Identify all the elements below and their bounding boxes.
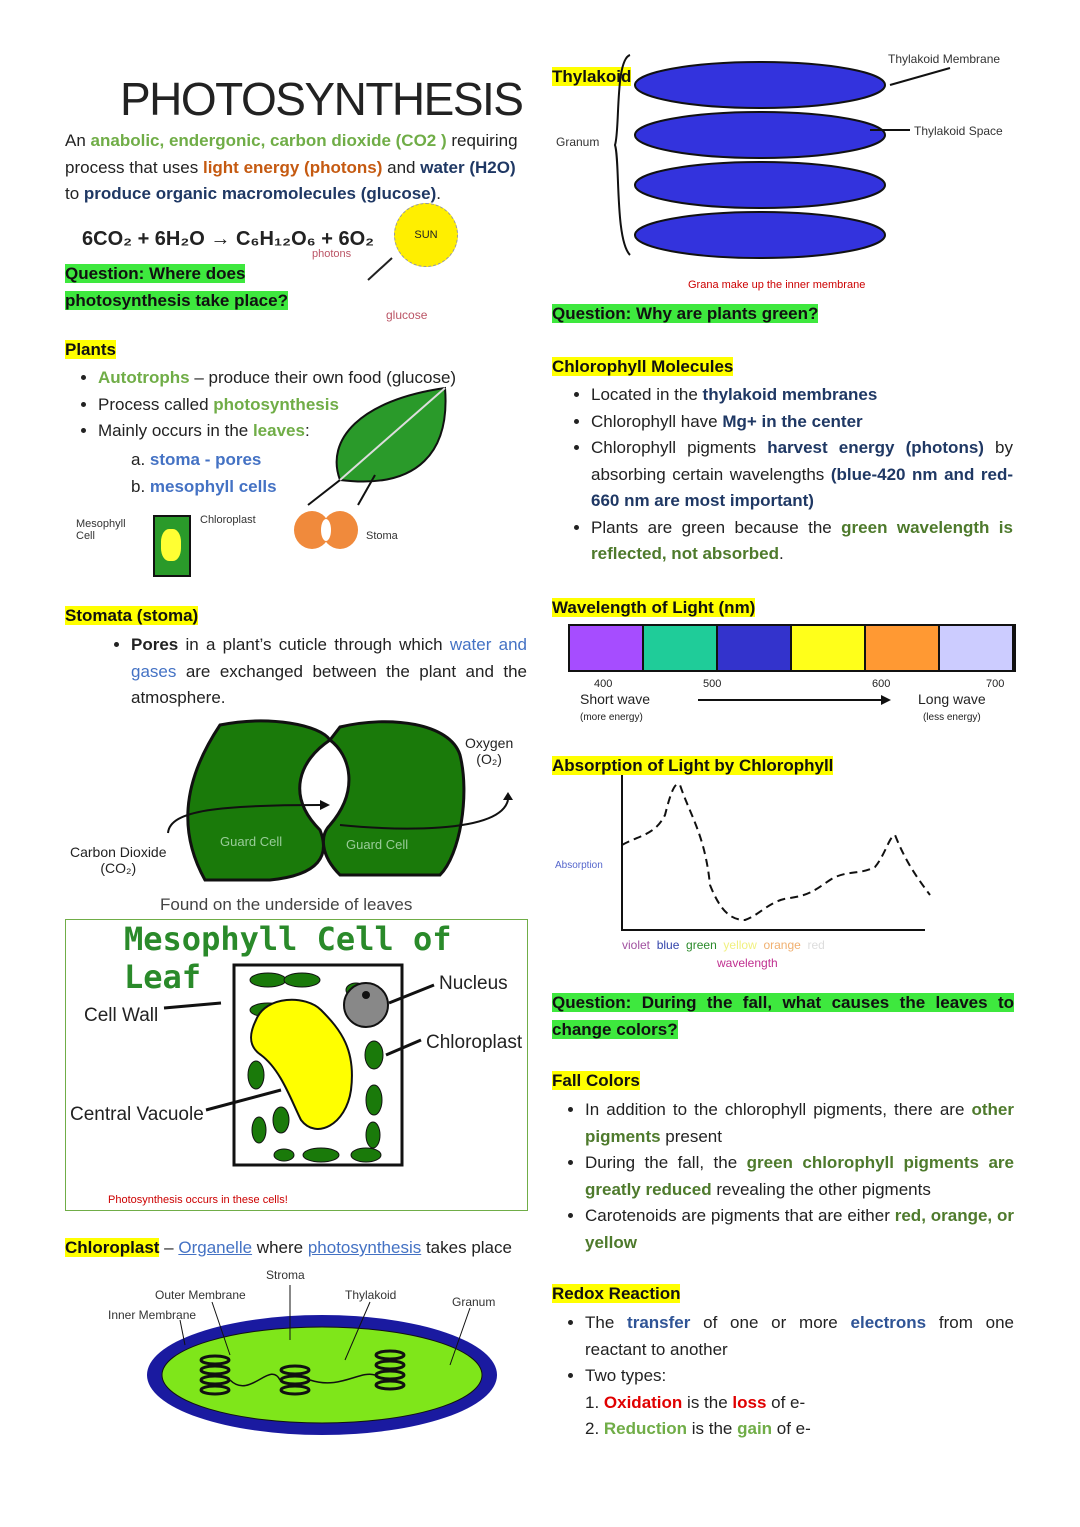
- text: to: [65, 184, 84, 203]
- text: stoma - pores: [149, 450, 262, 469]
- text: blue: [656, 938, 680, 952]
- list-item: [585, 1363, 1014, 1443]
- text: In addition to the chlorophyll pigments, there are: [585, 1100, 972, 1119]
- text: red, orange, or yellow: [585, 1206, 1014, 1252]
- text: violet: [622, 938, 651, 952]
- text: of one or more: [690, 1313, 851, 1332]
- chloroplast-label: Chloroplast: [200, 514, 256, 526]
- mesophyll-cell-diagram: [66, 920, 527, 1210]
- granum-label: Granum: [556, 135, 600, 149]
- text: Chlorophyll have: [591, 411, 723, 431]
- text: other pigments: [585, 1100, 1014, 1146]
- text: During the fall, the: [585, 1153, 747, 1172]
- text: green wavelength is reflected, not absorbed: [591, 517, 1013, 563]
- text: An: [65, 131, 91, 150]
- text: 1.: [585, 1392, 604, 1412]
- text: gain: [737, 1419, 773, 1438]
- text: is the: [682, 1392, 733, 1412]
- text: :: [304, 421, 310, 440]
- text: Two types:: [585, 1366, 667, 1385]
- text: .: [436, 184, 442, 203]
- plants-heading: [65, 340, 116, 360]
- text: green chlorophyll pigments are greatly reduced: [585, 1153, 1014, 1199]
- text: by absorbing certain wavelengths: [591, 438, 1013, 484]
- question-line: photosynthesis take place?: [65, 291, 288, 310]
- text: leaves: [252, 421, 305, 440]
- redox-list: [552, 1310, 1014, 1443]
- thylakoid-space-label: Thylakoid Space: [914, 124, 1003, 138]
- list-item: [591, 515, 1013, 568]
- text: harvest energy (photons): [767, 438, 984, 457]
- text: yellow: [723, 938, 757, 952]
- text: of e-: [772, 1419, 811, 1438]
- heading: Thylakoid: [552, 67, 632, 86]
- stomata-list: [98, 632, 527, 712]
- list-item: [585, 1203, 1014, 1256]
- text: thylakoid membranes: [702, 385, 878, 404]
- list-item: [591, 409, 1013, 436]
- heading: Plants: [65, 340, 117, 359]
- mesophyll-label: Mesophyll Cell: [76, 518, 126, 542]
- tick-label: 600: [872, 678, 891, 690]
- granum-label: Granum: [452, 1295, 496, 1309]
- question-where: [65, 260, 288, 314]
- glucose-label: glucose: [386, 308, 428, 322]
- chloroplast-line: [65, 1238, 512, 1258]
- text: Process called: [98, 394, 214, 414]
- list-item: [585, 1097, 1014, 1150]
- equation-products: C₆H₁₂O₆ + 6O₂: [235, 228, 375, 250]
- text: a.: [131, 450, 150, 469]
- text: present: [660, 1126, 722, 1146]
- mesophyll-note: Photosynthesis occurs in these cells!: [108, 1194, 288, 1206]
- text: Oxygen: [465, 735, 514, 751]
- text: (less energy): [922, 712, 981, 723]
- spectrum-band: [644, 626, 718, 670]
- text: light energy (photons): [202, 157, 383, 177]
- spectrum-band: [940, 626, 1014, 670]
- redox-heading: [552, 1284, 680, 1304]
- thylakoid-caption: Grana make up the inner membrane: [688, 279, 866, 291]
- short-wave-label: [580, 691, 650, 723]
- inner-membrane-label: Inner Membrane: [108, 1308, 197, 1322]
- color-labels: [622, 938, 825, 952]
- text: Carbon Dioxide: [70, 844, 167, 860]
- list-item: [591, 382, 1013, 409]
- sun-icon: [394, 203, 458, 267]
- text: in a plant’s cuticle through which: [178, 635, 450, 654]
- absorption-y-label: Absorption: [555, 860, 603, 871]
- text: Long wave: [918, 691, 986, 707]
- fall-list: [552, 1097, 1014, 1256]
- mesophyll-title: Mesophyll Cell of Leaf: [124, 920, 452, 996]
- spectrum-band: [866, 626, 940, 670]
- heading: Fall Colors: [552, 1071, 640, 1090]
- fall-heading: [552, 1071, 640, 1091]
- text: water and gases: [131, 635, 527, 681]
- text: Carotenoids are pigments that are either: [585, 1206, 895, 1225]
- question-line: Question: Where does: [65, 264, 246, 283]
- chlorophyll-heading: [552, 357, 733, 377]
- text: Autotrophs: [98, 368, 190, 387]
- text: (O₂): [476, 751, 502, 767]
- text: produce organic macromolecules (glucose): [83, 184, 437, 203]
- intro-paragraph: [65, 128, 530, 208]
- text: revealing the other pigments: [711, 1179, 931, 1199]
- text: requiring process that uses: [65, 131, 518, 177]
- stomata-heading: [65, 606, 198, 626]
- outer-membrane-label: Outer Membrane: [155, 1288, 246, 1302]
- text: orange: [763, 938, 801, 952]
- photons-label: photons: [312, 248, 352, 260]
- text: 2.: [585, 1419, 604, 1438]
- leaf-illustration: [300, 380, 460, 510]
- organelle-link[interactable]: Organelle: [178, 1238, 253, 1257]
- co2-label: [70, 844, 167, 876]
- stoma-label: Stoma: [366, 530, 398, 542]
- long-wave-label: [918, 691, 986, 723]
- text: b.: [131, 476, 150, 496]
- text: green: [686, 938, 717, 952]
- text: are exchanged between the plant and the atmosphere.: [131, 661, 527, 707]
- mesophyll-figure: [65, 919, 528, 1211]
- text: Plants are green because the: [591, 517, 842, 537]
- photosynthesis-link[interactable]: photosynthesis: [307, 1238, 422, 1257]
- text: Located in the: [591, 385, 703, 404]
- sun-label: SUN: [414, 229, 438, 241]
- text: red: [807, 938, 825, 952]
- page-title: PHOTOSYNTHESIS: [120, 73, 523, 125]
- absorption-x-label: wavelength: [717, 956, 778, 970]
- question-text: Question: Why are plants green?: [552, 304, 819, 323]
- question-text: Question: During the fall, what causes the leaves to change colors?: [552, 993, 1014, 1039]
- stroma-label: Stroma: [266, 1268, 305, 1282]
- central-vacuole-label: Central Vacuole: [70, 1104, 204, 1125]
- text: The: [585, 1313, 628, 1332]
- text: Mg+ in the center: [722, 411, 863, 431]
- list-item: [585, 1310, 1014, 1363]
- cell-wall-label: Cell Wall: [84, 1005, 159, 1026]
- text: – produce their own food (glucose): [189, 368, 457, 387]
- tick-label: 400: [594, 678, 613, 690]
- text: (CO₂): [100, 860, 137, 876]
- text: water (H2O): [420, 157, 516, 177]
- list-item: [585, 1150, 1014, 1203]
- text: –: [159, 1238, 179, 1257]
- heading: Absorption of Light by Chlorophyll: [552, 756, 834, 775]
- arrow: →: [210, 228, 231, 250]
- text: loss: [732, 1392, 767, 1412]
- guard-cell-label: Guard Cell: [220, 834, 283, 849]
- text: .: [778, 544, 784, 563]
- wavelength-heading: [552, 598, 755, 618]
- wavelength-spectrum: [568, 624, 1016, 672]
- question-green: [552, 304, 818, 324]
- text: takes place: [421, 1238, 512, 1257]
- list-item: [131, 632, 527, 712]
- absorption-chart: [550, 775, 950, 940]
- heading: Chloroplast: [65, 1238, 160, 1257]
- mesophyll-cell-icon: [153, 515, 191, 577]
- oxygen-label: [465, 735, 513, 767]
- tick-label: 700: [986, 678, 1005, 690]
- text: Chlorophyll pigments: [591, 438, 768, 457]
- arrow-icon: [360, 255, 400, 285]
- list-item: [591, 435, 1013, 515]
- text: from one reactant to another: [585, 1313, 1014, 1359]
- heading: Wavelength of Light (nm): [552, 598, 756, 617]
- chloroplast-label: Chloroplast: [426, 1032, 523, 1053]
- nucleus-label: Nucleus: [439, 973, 508, 994]
- text: where: [252, 1238, 308, 1257]
- heading: Redox Reaction: [552, 1284, 681, 1303]
- stomata-caption: Found on the underside of leaves: [160, 895, 413, 914]
- text: is the: [687, 1419, 738, 1438]
- thylakoid-label: Thylakoid: [345, 1288, 397, 1302]
- text: of e-: [766, 1392, 806, 1412]
- thylakoid-diagram: [600, 50, 1020, 270]
- text: anabolic, endergonic, carbon dioxide (CO2 ): [90, 131, 447, 150]
- leaf-parts: [131, 447, 277, 500]
- text: photosynthesis: [213, 394, 339, 414]
- guard-cell-label: Guard Cell: [346, 837, 409, 852]
- text: Reduction: [603, 1419, 688, 1438]
- text: and: [382, 157, 421, 177]
- question-fall: [552, 990, 1014, 1043]
- heading: Stomata (stoma): [65, 606, 199, 625]
- absorption-heading: [552, 756, 833, 776]
- text: Oxidation: [603, 1392, 683, 1412]
- tick-label: 500: [703, 678, 722, 690]
- text: mesophyll cells: [149, 476, 277, 496]
- thylakoid-membrane-label: Thylakoid Membrane: [888, 52, 1001, 66]
- text: Pores: [131, 635, 179, 654]
- text: Short wave: [580, 691, 651, 707]
- stoma-icon: [292, 510, 362, 550]
- heading: Chlorophyll Molecules: [552, 357, 734, 376]
- chlorophyll-list: [558, 382, 1013, 568]
- arrow-icon: [698, 694, 893, 706]
- spectrum-band: [718, 626, 792, 670]
- spectrum-band: [570, 626, 644, 670]
- text: (blue-420 nm and red-660 nm are most important): [591, 464, 1013, 510]
- equation-reactants: 6CO₂ + 6H₂O: [82, 228, 205, 250]
- text: transfer: [627, 1313, 691, 1332]
- text: electrons: [850, 1313, 927, 1332]
- text: (more energy): [580, 712, 643, 723]
- spectrum-band: [792, 626, 866, 670]
- text: Mainly occurs in the: [98, 421, 253, 440]
